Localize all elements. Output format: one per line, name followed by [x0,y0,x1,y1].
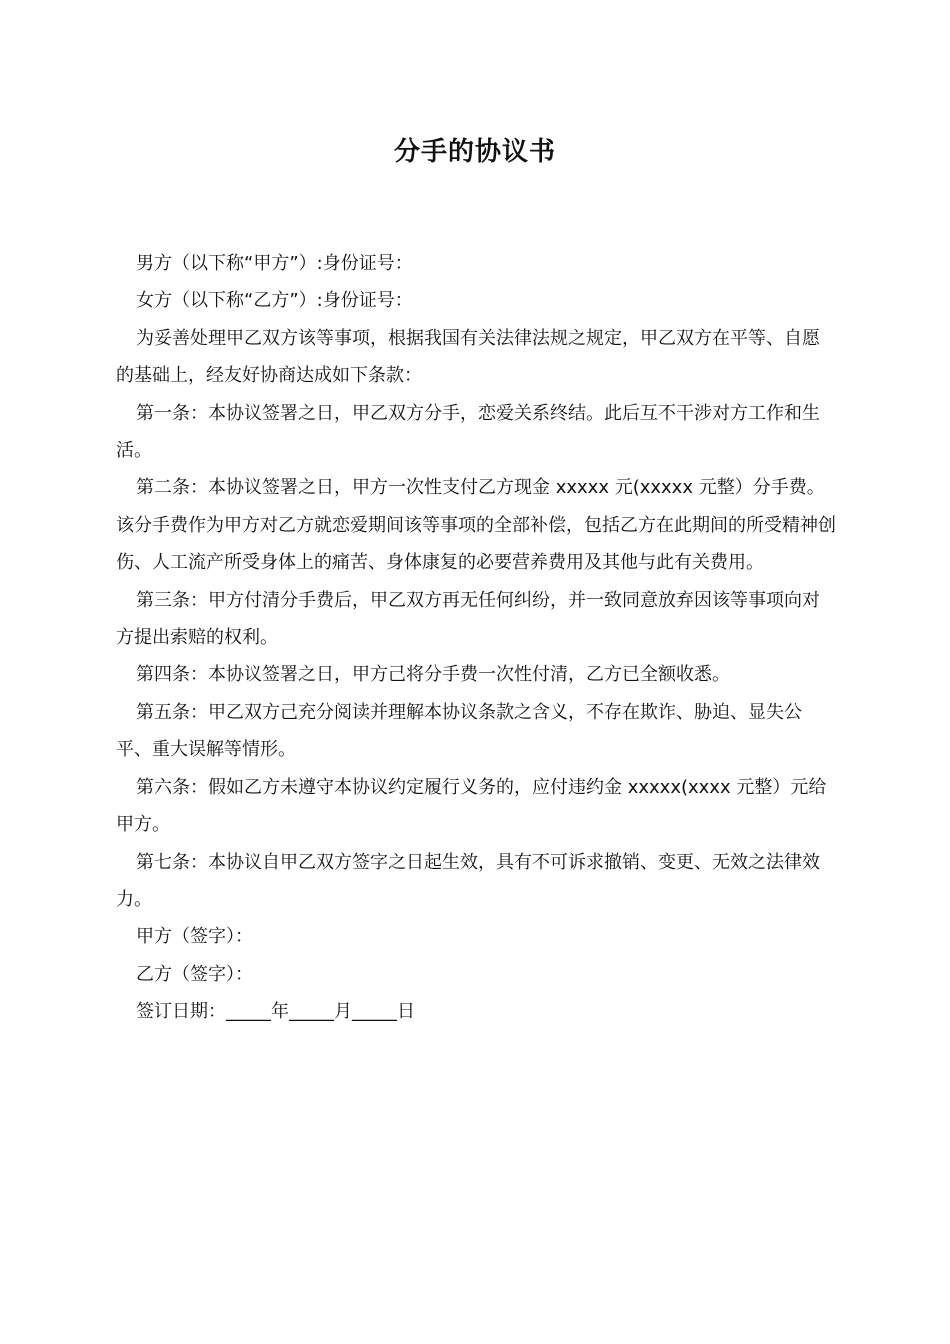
article-1: 第一条：本协议签署之日，甲乙双方分手，恋爱关系终结。此后互不干涉对方工作和生活。 [116,402,820,462]
article-3: 第三条：甲方付清分手费后，甲乙双方再无任何纠纷，并一致同意放弃因该等事项向对方提出索赔的权利。 [116,589,820,649]
party-a-line: 男方（以下称“甲方”）:身份证号： [136,253,413,274]
signing-date-line: 签订日期：_____年_____月_____日 [136,1001,415,1023]
article-5: 第五条：甲乙双方己充分阅读并理解本协议条款之含义，不存在欺诈、胁迫、显失公平、重大误解等情形。 [116,701,802,761]
party-b-line: 女方（以下称“乙方”）:身份证号： [136,290,413,312]
article-4: 第四条：本协议签署之日，甲方己将分手费一次性付清，乙方已全额收悉。 [136,664,730,686]
signature-party-b: 乙方（签字）： [136,963,253,985]
article-6: 第六条：假如乙方未遵守本协议约定履行义务的，应付违约金 xxxxx(xxxx 元整）元给甲方。 [116,776,827,836]
article-7: 第七条：本协议自甲乙双方签字之日起生效，具有不可诉求撤销、变更、无效之法律效力。 [116,851,820,910]
document-title: 分手的协议书 [393,137,556,167]
article-2: 第二条：本协议签署之日，甲方一次性支付乙方现金 xxxxx 元(xxxxx 元整）分手费。该分手费作为甲方对乙方就恋爱期间该等事项的全部补偿，包括乙方在此期间的所受精神创伤、人工流产所受身体上的痛苦、身体康复的必要营养费用及其他与此有关费用。 [116,477,836,574]
signature-party-a: 甲方（签字）： [136,926,253,948]
document-body [116,245,836,1031]
preamble-paragraph: 为妥善处理甲乙双方该等事项，根据我国有关法律法规之规定，甲乙双方在平等、自愿的基础上，经友好协商达成如下条款： [116,327,820,387]
